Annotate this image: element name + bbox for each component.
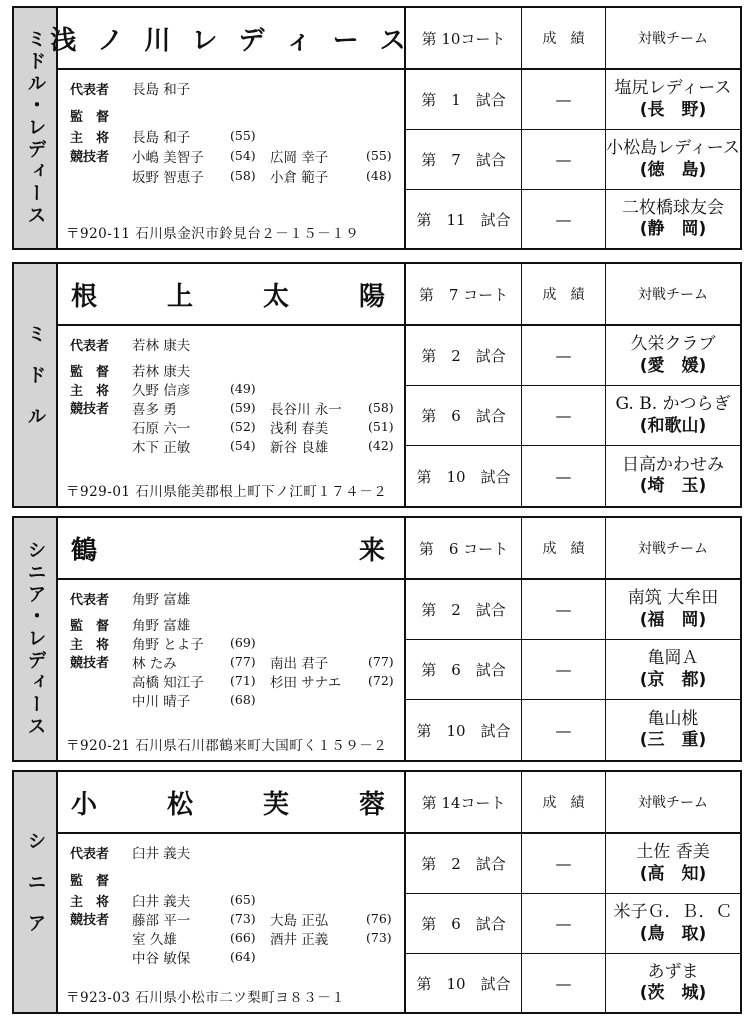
schedule-header (406, 8, 740, 70)
coach-name: 若林 康夫 (132, 364, 191, 380)
player-name: 中谷 敏保 (132, 951, 191, 967)
player-age: (58) (230, 168, 256, 183)
opponent-team: G. B. かつらぎ (615, 394, 731, 415)
player-name: 南出 君子 (270, 656, 329, 672)
player-age: (72) (368, 673, 394, 688)
team-address: 〒923-03 石川県小松市二ツ梨町ヨ８３－１ (66, 990, 346, 1006)
roster (58, 70, 404, 248)
player-age: (48) (366, 168, 392, 183)
roster (58, 580, 404, 760)
match-result: — (555, 346, 572, 365)
result-header: 成 績 (542, 287, 585, 303)
match-row (406, 446, 740, 506)
representative-name: 臼井 義夫 (132, 846, 191, 862)
category-label: シニア (24, 830, 47, 954)
opponent-prefecture: (三 重) (639, 730, 707, 750)
match-number: 第 10 試合 (416, 721, 511, 740)
match-number: 第 6 試合 (421, 915, 506, 933)
captain-age: (49) (230, 381, 256, 396)
match-result: — (555, 854, 572, 873)
player-name: 木下 正敏 (132, 440, 191, 456)
players-label: 競技者 (70, 913, 110, 928)
match-row (406, 386, 740, 446)
category-column (14, 772, 58, 1012)
court-number: 第 6 コート (418, 539, 509, 558)
player-name: 石原 六一 (132, 421, 191, 437)
player-name: 小嶋 美智子 (132, 150, 204, 166)
representative-label: 代表者 (70, 593, 110, 608)
match-number: 第 1 試合 (421, 91, 506, 109)
team-card (0, 262, 748, 508)
match-number: 第 7 試合 (421, 151, 506, 169)
player-name: 浅利 春美 (270, 421, 329, 437)
coach-label: 監 督 (70, 365, 110, 380)
match-number: 第 2 試合 (421, 347, 506, 365)
representative-name: 若林 康夫 (132, 338, 191, 354)
players-row (70, 146, 132, 165)
match-result: — (555, 720, 572, 740)
team-name-cell (58, 264, 404, 326)
player-name: 坂野 智恵子 (132, 170, 204, 186)
category-label: ミドル・レディース (24, 29, 47, 227)
opponent-header: 対戦チーム (638, 795, 708, 811)
representative-row (70, 78, 190, 98)
captain-row (70, 890, 190, 910)
team-name-cell (58, 772, 404, 834)
opponent-prefecture: (高 知) (639, 863, 707, 884)
opponent-team: 亀山桃 (647, 708, 699, 729)
player-age: (77) (230, 654, 256, 669)
player-age: (52) (230, 419, 256, 434)
opponent-prefecture: (長 野) (639, 99, 707, 120)
match-result: — (555, 90, 572, 109)
team-name: 根 上 太 陽 (70, 281, 391, 312)
team-info-box (12, 6, 412, 250)
match-result: — (555, 209, 572, 229)
players-row (70, 398, 132, 417)
match-result: — (555, 466, 572, 486)
captain-age: (65) (230, 892, 256, 907)
coach-label: 監 督 (70, 874, 110, 889)
match-result: — (555, 600, 572, 619)
match-result: — (555, 914, 572, 933)
opponent-team: 二枚橋球友会 (622, 197, 724, 218)
opponent-prefecture: (静 岡) (639, 219, 707, 239)
representative-row (70, 588, 190, 608)
match-row (406, 190, 740, 248)
opponent-team: 久栄クラブ (630, 334, 716, 355)
player-age: (66) (230, 930, 256, 945)
match-number: 第 6 試合 (421, 661, 506, 679)
player-age: (54) (230, 438, 256, 453)
player-age: (64) (230, 949, 256, 964)
match-row (406, 700, 740, 760)
player-name: 藤部 平一 (132, 913, 191, 929)
match-number: 第 10 試合 (416, 467, 511, 486)
representative-row (70, 842, 190, 862)
player-name: 中川 晴子 (132, 694, 191, 710)
match-number: 第 11 試合 (416, 210, 511, 229)
court-number: 第 7 コート (418, 285, 509, 304)
match-row (406, 580, 740, 640)
opponent-team: 小松島レディース (606, 138, 740, 159)
opponent-header: 対戦チーム (638, 287, 708, 303)
team-card (0, 516, 748, 762)
captain-age: (69) (230, 635, 256, 650)
opponent-prefecture: (茨 城) (639, 983, 707, 1003)
player-name: 長谷川 永一 (270, 402, 342, 418)
captain-row (70, 379, 190, 399)
coach-row (70, 614, 190, 634)
category-label: ミドル (24, 323, 47, 447)
match-result: — (555, 973, 572, 993)
team-name-cell (58, 518, 404, 580)
captain-age: (55) (230, 128, 256, 143)
opponent-prefecture: (鳥 取) (639, 923, 707, 944)
captain-name: 久野 信彦 (132, 383, 191, 399)
player-name: 大島 正弘 (270, 913, 329, 929)
coach-label: 監 督 (70, 619, 110, 634)
team-card (0, 6, 748, 250)
team-card (0, 770, 748, 1014)
match-row (406, 834, 740, 894)
player-name: 新谷 良雄 (270, 440, 329, 456)
opponent-prefecture: (福 岡) (639, 609, 707, 630)
result-header: 成 績 (542, 541, 585, 557)
category-column (14, 264, 58, 506)
captain-row (70, 126, 190, 146)
match-row (406, 640, 740, 700)
match-result: — (555, 660, 572, 679)
coach-name: 角野 富雄 (132, 618, 191, 634)
match-schedule (406, 262, 742, 508)
player-name: 広岡 幸子 (270, 150, 329, 166)
opponent-prefecture: (埼 玉) (639, 476, 707, 496)
opponent-team: 塩尻レディース (614, 78, 732, 99)
team-name: 鶴 来 (70, 535, 391, 566)
match-row (406, 954, 740, 1012)
team-name-cell (50, 8, 412, 70)
players-label: 競技者 (70, 656, 110, 671)
opponent-prefecture: (和歌山) (639, 415, 707, 436)
result-header: 成 績 (542, 31, 585, 47)
coach-label: 監 督 (70, 110, 110, 125)
player-name: 高橋 知江子 (132, 675, 204, 691)
representative-name: 長島 和子 (132, 82, 191, 98)
team-info-box (12, 516, 406, 762)
representative-name: 角野 富雄 (132, 592, 191, 608)
opponent-header: 対戦チーム (638, 31, 708, 47)
player-age: (51) (368, 419, 394, 434)
schedule-header (406, 264, 740, 326)
court-number: 第 10コート (421, 29, 506, 48)
match-number: 第 10 試合 (416, 974, 511, 993)
match-number: 第 6 試合 (421, 407, 506, 425)
representative-row (70, 334, 190, 354)
category-column (14, 518, 58, 760)
opponent-prefecture: (愛 媛) (639, 355, 707, 376)
match-schedule (406, 6, 742, 250)
schedule-header (406, 772, 740, 834)
team-address: 〒920-11 石川県金沢市鈴見台２－１５－１９ (66, 226, 360, 242)
player-age: (73) (366, 930, 392, 945)
player-age: (76) (366, 911, 392, 926)
player-name: 杉田 サナエ (270, 675, 342, 691)
captain-name: 臼井 義夫 (132, 894, 191, 910)
roster (58, 834, 404, 1012)
schedule-header (406, 518, 740, 580)
team-name: 小 松 芙 蓉 (70, 789, 391, 820)
opponent-header: 対戦チーム (638, 541, 708, 557)
match-row (406, 130, 740, 190)
team-info-box (12, 262, 406, 508)
match-schedule (406, 516, 742, 762)
player-age: (42) (368, 438, 394, 453)
player-age: (68) (230, 692, 256, 707)
opponent-prefecture: (徳 島) (639, 159, 707, 180)
player-name: 室 久雄 (132, 932, 177, 948)
player-age: (77) (368, 654, 394, 669)
match-row (406, 70, 740, 130)
captain-label: 主 将 (70, 384, 110, 399)
players-row (70, 909, 132, 928)
player-age: (55) (366, 148, 392, 163)
captain-name: 角野 とよ子 (132, 637, 204, 653)
players-row (70, 652, 132, 671)
captain-label: 主 将 (70, 131, 110, 146)
captain-name: 長島 和子 (132, 130, 191, 146)
captain-label: 主 将 (70, 638, 110, 653)
coach-row (70, 106, 132, 125)
player-age: (73) (230, 911, 256, 926)
players-label: 競技者 (70, 150, 110, 165)
team-address: 〒929-01 石川県能美郡根上町下ノ江町１７４－２ (66, 484, 388, 500)
player-age: (54) (230, 148, 256, 163)
captain-row (70, 633, 204, 653)
match-result: — (555, 150, 572, 169)
player-age: (59) (230, 400, 256, 415)
match-number: 第 2 試合 (421, 601, 506, 619)
opponent-team: 米子Ｇ．Ｂ．Ｃ (613, 902, 733, 923)
players-label: 競技者 (70, 402, 110, 417)
opponent-team: 土佐 香美 (636, 842, 710, 863)
roster (58, 326, 404, 506)
team-name: 浅 ノ 川 レ デ ィ ー ス (50, 25, 412, 56)
player-age: (58) (368, 400, 394, 415)
team-info-box (12, 770, 406, 1014)
match-number: 第 2 試合 (421, 855, 506, 873)
category-label: シニア・レディース (24, 540, 47, 738)
opponent-team: あずま (647, 961, 699, 982)
player-name: 酒井 正義 (270, 932, 329, 948)
court-number: 第 14コート (421, 793, 506, 812)
opponent-team: 亀岡Ａ (647, 648, 699, 669)
result-header: 成 績 (542, 795, 585, 811)
player-name: 小倉 範子 (270, 170, 329, 186)
player-name: 林 たみ (132, 656, 177, 672)
representative-label: 代表者 (70, 83, 110, 98)
team-address: 〒920-21 石川県石川郡鶴来町大国町く１５９－２ (66, 738, 388, 754)
opponent-team: 日高かわせみ (622, 454, 724, 475)
player-name: 喜多 勇 (132, 402, 177, 418)
match-row (406, 326, 740, 386)
captain-label: 主 将 (70, 895, 110, 910)
opponent-prefecture: (京 都) (639, 669, 707, 690)
match-schedule (406, 770, 742, 1014)
representative-label: 代表者 (70, 339, 110, 354)
match-result: — (555, 406, 572, 425)
coach-row (70, 870, 132, 889)
representative-label: 代表者 (70, 847, 110, 862)
opponent-team: 南筑 大牟田 (627, 588, 719, 609)
coach-row (70, 360, 190, 380)
player-age: (71) (230, 673, 256, 688)
match-row (406, 894, 740, 954)
